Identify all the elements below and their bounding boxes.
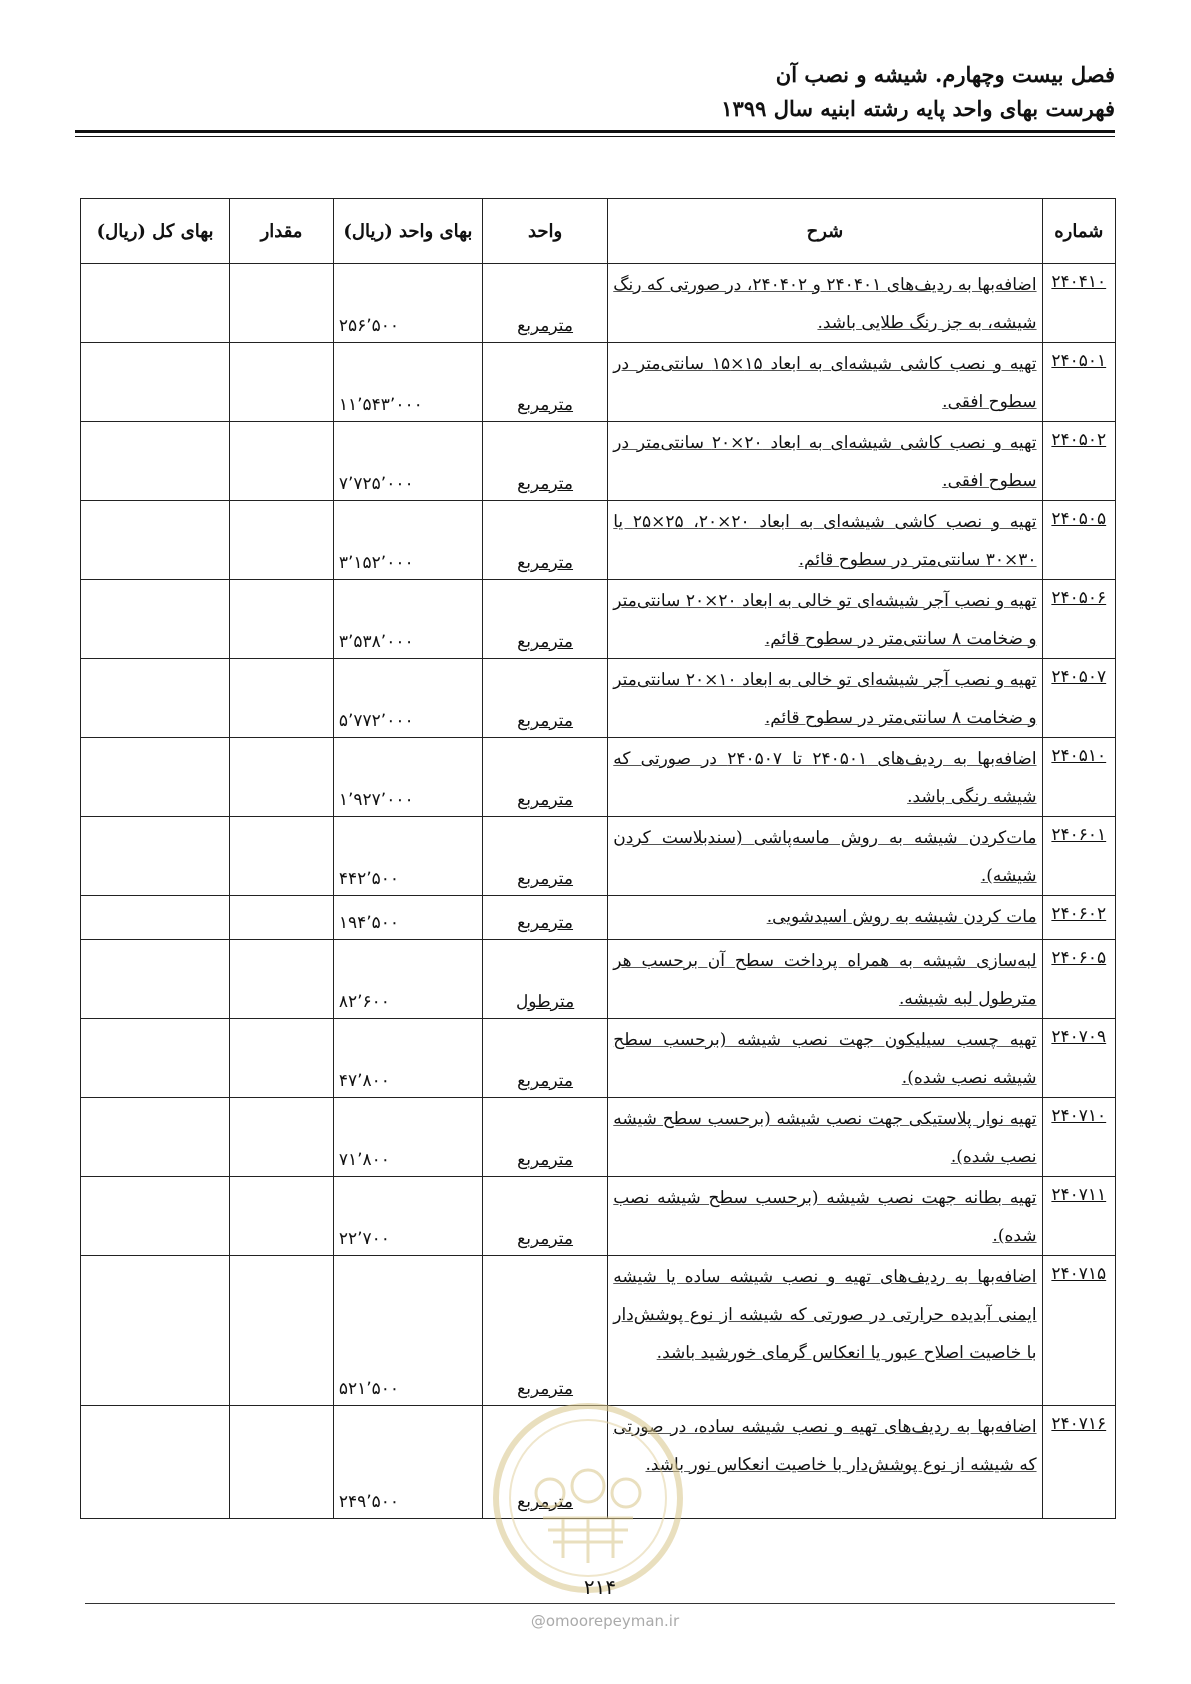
row-quantity — [230, 1406, 334, 1519]
footer-rule — [85, 1603, 1115, 1604]
row-total-price — [81, 896, 230, 940]
row-code: ۲۴۰۴۱۰ — [1042, 264, 1115, 343]
row-quantity — [230, 940, 334, 1019]
row-unit-price: ۳٬۵۳۸٬۰۰۰ — [333, 580, 482, 659]
row-code: ۲۴۰۵۰۱ — [1042, 343, 1115, 422]
row-total-price — [81, 1019, 230, 1098]
table-row — [81, 264, 1116, 343]
row-unit-price: ۷٬۷۲۵٬۰۰۰ — [333, 422, 482, 501]
row-code: ۲۴۰۷۱۵ — [1042, 1256, 1115, 1406]
row-quantity — [230, 738, 334, 817]
table-row — [81, 343, 1116, 422]
col-header-quantity: مقدار — [230, 199, 334, 264]
row-unit-price: ۱٬۹۲۷٬۰۰۰ — [333, 738, 482, 817]
row-unit: مترمربع — [482, 1098, 607, 1177]
row-total-price — [81, 817, 230, 896]
col-header-unit: واحد — [482, 199, 607, 264]
table-row — [81, 580, 1116, 659]
row-description: تهیه چسب سیلیکون جهت نصب شیشه (برحسب سطح شیشه نصب شده). — [608, 1019, 1042, 1098]
row-quantity — [230, 264, 334, 343]
row-description: تهیه و نصب آجر شیشه‌ای تو خالی به ابعاد ۲۰×۲۰ سانتی‌متر و ضخامت ۸ سانتی‌متر در سطوح قائم. — [608, 580, 1042, 659]
row-description: اضافه‌بها به ردیف‌های ۲۴۰۴۰۱ و ۲۴۰۴۰۲، در صورتی که رنگ شیشه، به جز رنگ طلایی باشد. — [608, 264, 1042, 343]
row-total-price — [81, 264, 230, 343]
row-unit-price: ۸۲٬۶۰۰ — [333, 940, 482, 1019]
row-code: ۲۴۰۶۰۵ — [1042, 940, 1115, 1019]
row-unit-price: ۱۹۴٬۵۰۰ — [333, 896, 482, 940]
row-quantity — [230, 659, 334, 738]
row-total-price — [81, 1406, 230, 1519]
row-description: لبه‌سازی شیشه به همراه پرداخت سطح آن برحسب هر مترطول لبه شیشه. — [608, 940, 1042, 1019]
row-description: تهیه و نصب کاشی شیشه‌ای به ابعاد ۲۰×۲۰، ۲۵×۲۵ یا ۳۰×۳۰ سانتی‌متر در سطوح قائم. — [608, 501, 1042, 580]
row-total-price — [81, 738, 230, 817]
table-row — [81, 1256, 1116, 1406]
row-description: اضافه‌بها به ردیف‌های ۲۴۰۵۰۱ تا ۲۴۰۵۰۷ در صورتی که شیشه رنگی باشد. — [608, 738, 1042, 817]
col-header-unit-price: بهای واحد (ریال) — [333, 199, 482, 264]
row-unit: مترمربع — [482, 422, 607, 501]
table-row — [81, 817, 1116, 896]
row-unit: مترمربع — [482, 896, 607, 940]
row-description: مات کردن شیشه به روش اسیدشویی. — [608, 896, 1042, 940]
row-unit-price: ۱۱٬۵۴۳٬۰۰۰ — [333, 343, 482, 422]
row-description: تهیه بطانه جهت نصب شیشه (برحسب سطح شیشه نصب شده). — [608, 1177, 1042, 1256]
row-total-price — [81, 580, 230, 659]
row-code: ۲۴۰۵۰۶ — [1042, 580, 1115, 659]
row-total-price — [81, 1256, 230, 1406]
row-quantity — [230, 1098, 334, 1177]
row-code: ۲۴۰۷۰۹ — [1042, 1019, 1115, 1098]
row-description: اضافه‌بها به ردیف‌های تهیه و نصب شیشه ساده، در صورتی که شیشه از نوع پوشش‌دار با خاصیت انعکاس نور باشد. — [608, 1406, 1042, 1519]
row-code: ۲۴۰۵۰۵ — [1042, 501, 1115, 580]
row-unit: مترمربع — [482, 1256, 607, 1406]
row-code: ۲۴۰۷۱۰ — [1042, 1098, 1115, 1177]
row-code: ۲۴۰۵۱۰ — [1042, 738, 1115, 817]
row-code: ۲۴۰۶۰۲ — [1042, 896, 1115, 940]
table-row — [81, 738, 1116, 817]
row-quantity — [230, 817, 334, 896]
row-unit: مترمربع — [482, 1406, 607, 1519]
row-description: مات‌کردن شیشه به روش ماسه‌پاشی (سندبلاست کردن شیشه). — [608, 817, 1042, 896]
row-unit: مترمربع — [482, 1177, 607, 1256]
row-description: اضافه‌بها به ردیف‌های تهیه و نصب شیشه ساده یا شیشه ایمنی آبدیده حرارتی در صورتی که شیشه از نوع پوشش‌دار با خاصیت اصلاح عبور یا انعکاس گرمای خورشید باشد. — [608, 1256, 1042, 1406]
row-code: ۲۴۰۶۰۱ — [1042, 817, 1115, 896]
page-header — [75, 58, 1115, 126]
table-row — [81, 659, 1116, 738]
col-header-total-price: بهای کل (ریال) — [81, 199, 230, 264]
table-row — [81, 1098, 1116, 1177]
row-unit-price: ۲۲٬۷۰۰ — [333, 1177, 482, 1256]
row-unit-price: ۳٬۱۵۲٬۰۰۰ — [333, 501, 482, 580]
row-description: تهیه و نصب آجر شیشه‌ای تو خالی به ابعاد ۱۰×۲۰ سانتی‌متر و ضخامت ۸ سانتی‌متر در سطوح قائم. — [608, 659, 1042, 738]
row-total-price — [81, 659, 230, 738]
row-unit-price: ۲۵۶٬۵۰۰ — [333, 264, 482, 343]
row-total-price — [81, 940, 230, 1019]
table-row — [81, 940, 1116, 1019]
row-quantity — [230, 1019, 334, 1098]
row-description: تهیه نوار پلاستیکی جهت نصب شیشه (برحسب سطح شیشه نصب شده). — [608, 1098, 1042, 1177]
price-list-title: فهرست بهای واحد پایه رشته ابنیه سال ۱۳۹۹ — [721, 96, 1115, 121]
price-table — [80, 198, 1116, 1519]
site-watermark: @omoorepeyman.ir — [530, 1612, 680, 1630]
row-quantity — [230, 1177, 334, 1256]
row-code: ۲۴۰۵۰۷ — [1042, 659, 1115, 738]
row-total-price — [81, 343, 230, 422]
row-unit-price: ۲۴۹٬۵۰۰ — [333, 1406, 482, 1519]
row-unit-price: ۵۲۱٬۵۰۰ — [333, 1256, 482, 1406]
row-unit: مترطول — [482, 940, 607, 1019]
row-code: ۲۴۰۵۰۲ — [1042, 422, 1115, 501]
row-unit: مترمربع — [482, 817, 607, 896]
row-quantity — [230, 422, 334, 501]
row-unit: مترمربع — [482, 738, 607, 817]
row-quantity — [230, 1256, 334, 1406]
row-code: ۲۴۰۷۱۱ — [1042, 1177, 1115, 1256]
table-row — [81, 1406, 1116, 1519]
header-rule-thick — [75, 130, 1115, 133]
row-total-price — [81, 1098, 230, 1177]
col-header-number: شماره — [1042, 199, 1115, 264]
row-quantity — [230, 580, 334, 659]
table-row — [81, 1177, 1116, 1256]
row-description: تهیه و نصب کاشی شیشه‌ای به ابعاد ۲۰×۲۰ سانتی‌متر در سطوح افقی. — [608, 422, 1042, 501]
col-header-description: شرح — [608, 199, 1042, 264]
row-quantity — [230, 343, 334, 422]
table-row — [81, 1019, 1116, 1098]
row-quantity — [230, 501, 334, 580]
row-unit: مترمربع — [482, 1019, 607, 1098]
header-rule-thin — [75, 136, 1115, 137]
row-quantity — [230, 896, 334, 940]
row-unit: مترمربع — [482, 264, 607, 343]
row-unit-price: ۷۱٬۸۰۰ — [333, 1098, 482, 1177]
row-total-price — [81, 501, 230, 580]
page-number: ۲۱۴ — [583, 1575, 617, 1599]
row-unit: مترمربع — [482, 580, 607, 659]
table-row — [81, 501, 1116, 580]
row-unit-price: ۴۴۲٬۵۰۰ — [333, 817, 482, 896]
row-unit-price: ۵٬۷۷۲٬۰۰۰ — [333, 659, 482, 738]
table-row — [81, 896, 1116, 940]
row-unit-price: ۴۷٬۸۰۰ — [333, 1019, 482, 1098]
table-row — [81, 422, 1116, 501]
row-code: ۲۴۰۷۱۶ — [1042, 1406, 1115, 1519]
row-unit: مترمربع — [482, 659, 607, 738]
table-header-row — [81, 199, 1116, 264]
row-unit: مترمربع — [482, 343, 607, 422]
row-total-price — [81, 1177, 230, 1256]
chapter-title: فصل بیست وچهارم. شیشه و نصب آن — [775, 62, 1115, 87]
row-description: تهیه و نصب کاشی شیشه‌ای به ابعاد ۱۵×۱۵ سانتی‌متر در سطوح افقی. — [608, 343, 1042, 422]
row-total-price — [81, 422, 230, 501]
row-unit: مترمربع — [482, 501, 607, 580]
